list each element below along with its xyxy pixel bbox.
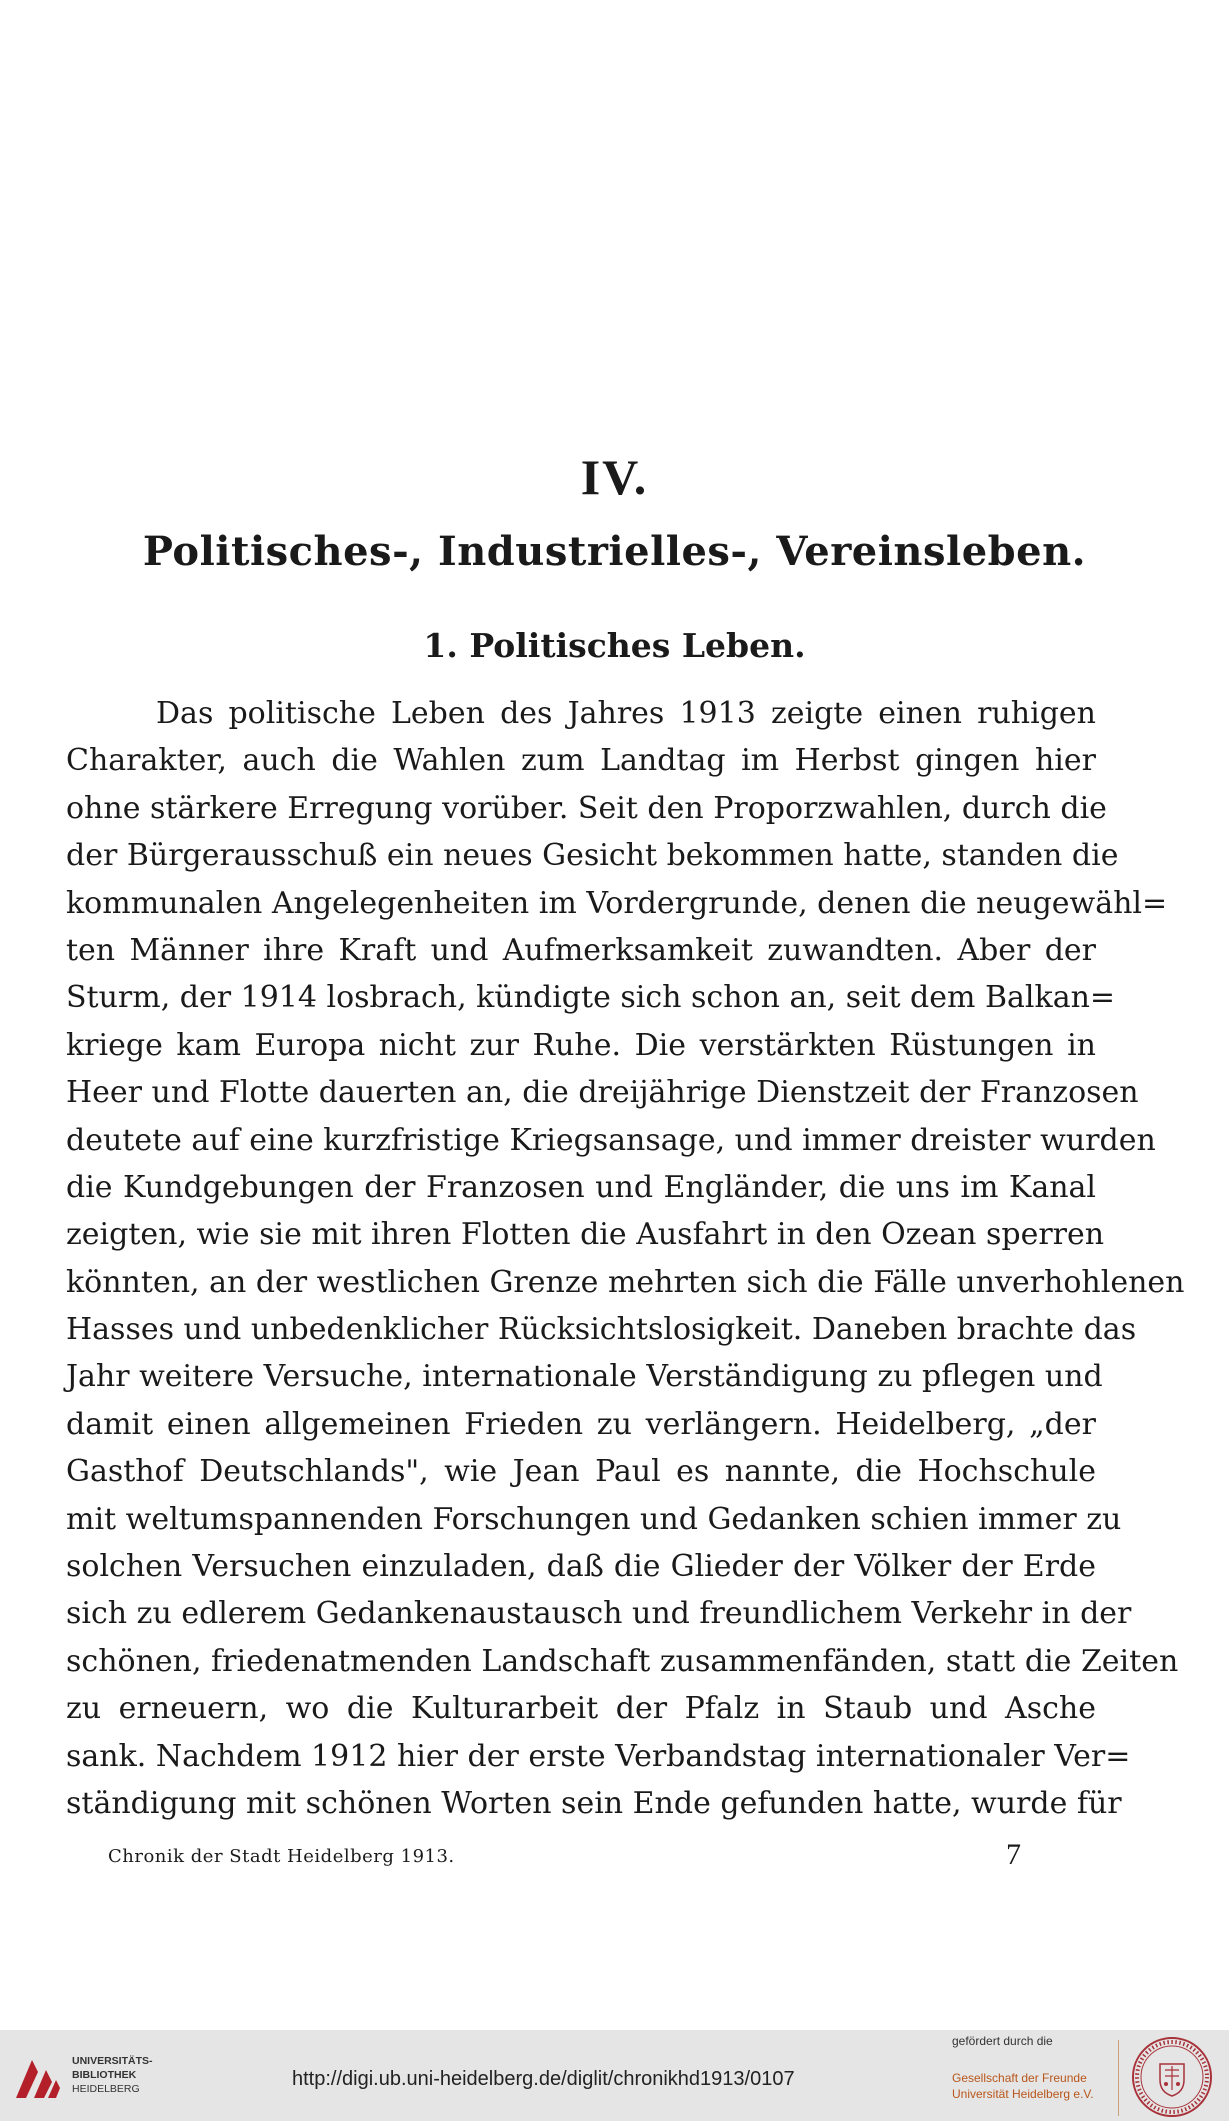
text-line: Gasthof Deutschlands", wie Jean Paul es nannte, die Hochschule <box>66 1454 1096 1490</box>
text-line: ohne stärkere Erregung vorüber. Seit den Proporzwahlen, durch die <box>66 790 1107 826</box>
library-name[interactable] <box>72 2054 153 2096</box>
text-line: Hasses und unbedenklicher Rücksichtslosigkeit. Daneben brachte das <box>66 1312 1137 1348</box>
permalink-url[interactable]: http://digi.ub.uni-heidelberg.de/diglit/chronikhd1913/0107 <box>292 2068 795 2090</box>
text-line: schönen, friedenatmenden Landschaft zusammenfänden, statt die Zeiten <box>66 1643 1179 1679</box>
chapter-number: IV. <box>580 449 649 505</box>
text-line: Sturm, der 1914 losbrach, kündigte sich schon an, seit dem Balkan= <box>66 980 1116 1016</box>
running-title: Chronik der Stadt Heidelberg 1913. <box>108 1846 455 1867</box>
text-line: mit weltumspannenden Forschungen und Gedanken schien immer zu <box>66 1501 1122 1537</box>
text-line: Jahr weitere Versuche, internationale Verständigung zu pflegen und <box>66 1359 1103 1395</box>
text-line: die Kundgebungen der Franzosen und Engländer, die uns im Kanal <box>66 1169 1096 1205</box>
text-line: Heer und Flotte dauerten an, die dreijährige Dienstzeit der Franzosen <box>66 1075 1139 1111</box>
text-line: der Bürgerausschuß ein neues Gesicht bekommen hatte, standen die <box>66 838 1119 874</box>
text-line: zeigten, wie sie mit ihren Flotten die Ausfahrt in den Ozean sperren <box>66 1217 1105 1253</box>
text-line: solchen Versuchen einzuladen, daß die Glieder der Völker der Erde <box>66 1549 1096 1585</box>
text-line: sank. Nachdem 1912 hier der erste Verbandstag internationaler Ver= <box>66 1738 1131 1774</box>
body-text <box>66 690 1185 1827</box>
library-logo-icon[interactable] <box>12 2052 64 2104</box>
text-line: Charakter, auch die Wahlen zum Landtag im Herbst gingen hier <box>66 743 1096 779</box>
sponsor-name-line: Gesellschaft der Freunde <box>952 2071 1087 2085</box>
text-line: deutete auf eine kurzfristige Kriegsansage, und immer dreister wurden <box>66 1122 1156 1158</box>
divider <box>1118 2040 1119 2116</box>
text-line: ständigung mit schönen Worten sein Ende gefunden hatte, wurde für <box>66 1785 1122 1821</box>
library-name-line: UNIVERSITÄTS- <box>72 2055 153 2067</box>
section-title: 1. Politisches Leben. <box>423 626 806 665</box>
sponsor-name-line: Universität Heidelberg e.V. <box>952 2087 1094 2101</box>
text-line: damit einen allgemeinen Frieden zu verlängern. Heidelberg, „der <box>66 1406 1096 1442</box>
text-line: kommunalen Angelegenheiten im Vordergrunde, denen die neugewähl= <box>66 885 1168 921</box>
library-name-line: BIBLIOTHEK <box>72 2069 137 2081</box>
sponsor-label: gefördert durch die <box>952 2034 1053 2048</box>
digitization-bar <box>0 2030 1229 2121</box>
text-line: zu erneuern, wo die Kulturarbeit der Pfalz in Staub und Asche <box>66 1691 1096 1727</box>
university-seal-icon[interactable] <box>1131 2036 1213 2118</box>
sponsor-name[interactable] <box>952 2070 1094 2102</box>
text-line: kriege kam Europa nicht zur Ruhe. Die verstärkten Rüstungen in <box>66 1027 1096 1063</box>
text-line: sich zu edlerem Gedankenaustausch und freundlichem Verkehr in der <box>66 1596 1132 1632</box>
library-name-line: HEIDELBERG <box>72 2083 140 2095</box>
text-line: ten Männer ihre Kraft und Aufmerksamkeit zuwandten. Aber der <box>66 932 1096 968</box>
text-line: Das politische Leben des Jahres 1913 zeigte einen ruhigen <box>156 696 1096 731</box>
page-number: 7 <box>1006 1838 1021 1871</box>
text-line: könnten, an der westlichen Grenze mehrten sich die Fälle unverhohlenen <box>66 1264 1185 1300</box>
chapter-title: Politisches-, Industrielles-, Vereinsleben. <box>142 528 1087 575</box>
